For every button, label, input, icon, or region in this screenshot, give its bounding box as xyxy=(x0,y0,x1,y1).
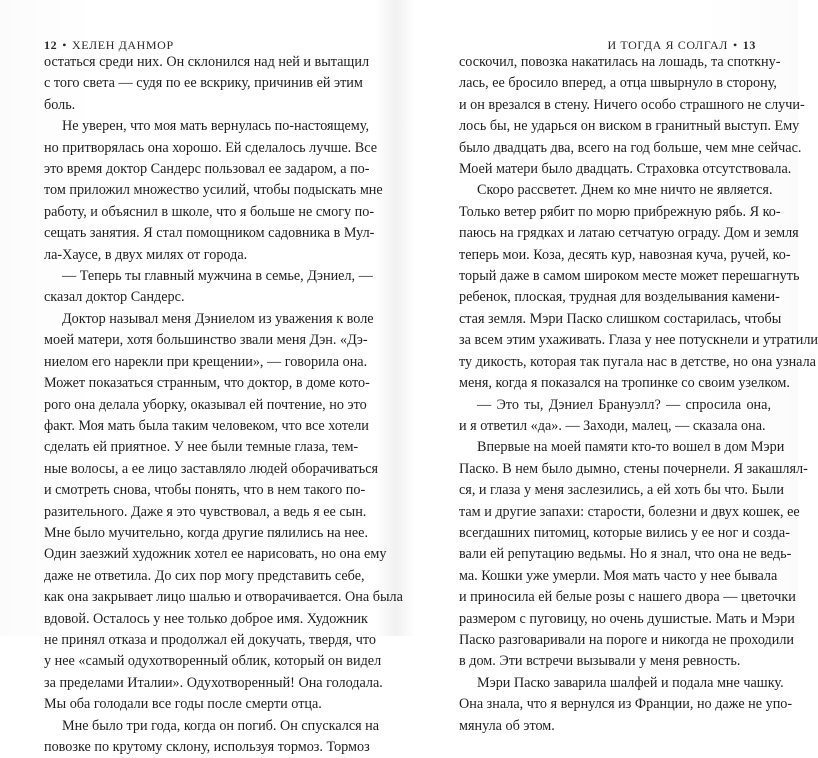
text-line: ные волосы, а ее лицо заставляло людей оборачиваться xyxy=(44,460,379,477)
text-line: вали ей репутацию ведьмы. Но я знал, что она не ведь- xyxy=(459,546,792,563)
text-line: Впервые на моей памяти кто-то вошел в дом Мэри xyxy=(477,439,785,456)
text-line: в дом. Эти встречи вызывали у меня ревность. xyxy=(459,653,741,670)
text-line: — Теперь ты главный мужчина в семье, Дэниел, — xyxy=(62,268,373,285)
text-line: теперь мои. Коза, десять кур, навозная куча, ручей, ко- xyxy=(459,246,791,263)
text-line: ребенок, плоская, трудная для возделывания камени- xyxy=(459,289,780,306)
text-line: меня, когда я показался на тропинке со своим узелком. xyxy=(459,375,790,392)
text-line: ся, и глаза у меня заслезились, а ей хоть бы что. Были xyxy=(459,482,784,499)
text-line: соскочил, повозка накатилась на лошадь, та споткну- xyxy=(459,54,781,70)
text-line: и я ответил «да». — Заходи, малец, — сказала она. xyxy=(459,417,766,434)
left-page xyxy=(0,0,403,755)
text-line: Мэри Паско заварила шалфей и подала мне чашку. xyxy=(477,674,784,691)
text-line: Она знала, что я вернулся из Франции, но даже не упо- xyxy=(459,696,793,713)
text-line: разительного. Даже я это чувствовал, а ведь я ее сын. xyxy=(44,503,367,520)
text-line: и приносила ей белые розы с нашего двора — цветочки xyxy=(459,589,796,606)
text-line: Мне было три года, когда он погиб. Он спускался на xyxy=(62,717,380,734)
text-line: было двадцать два, всего на год больше, чем мне сейчас. xyxy=(459,139,802,156)
text-line: ма. Кошки уже умерли. Моя мать часто у нее бывала xyxy=(459,567,778,584)
text-line: рого она делала уборку, оказывал ей почтение, но это xyxy=(44,396,367,413)
running-head-title: И ТОГДА Я СОЛГАЛ xyxy=(607,38,728,52)
right-page-text xyxy=(459,52,818,737)
left-page-header xyxy=(44,38,174,53)
text-line: мянула об этом. xyxy=(459,717,555,734)
text-line: это время доктор Сандерс пользовал ее задаром, а по- xyxy=(44,161,370,178)
text-line: Моей матери было двадцать. Страховка отсутствовала. xyxy=(459,161,792,178)
text-line: и смотреть снова, чтобы понять, что в нем такого по- xyxy=(44,482,366,499)
text-line: даже не ответила. До сих пор могу представить себе, xyxy=(44,567,365,584)
text-line: остаться среди них. Он склонился над ней и вытащил xyxy=(44,54,370,70)
text-line: сказал доктор Сандерс. xyxy=(44,289,185,306)
text-line: за пределами Италии». Одухотворенный! Она голодала. xyxy=(44,674,383,691)
text-line: и он врезался в стену. Ничего особо страшного не случи- xyxy=(459,96,805,113)
text-line: паюсь на грядках и латаю сетчатую ограду. Дом и земля xyxy=(459,225,799,242)
text-line: всегдашних питомиц, которые вились у ее ног и созда- xyxy=(459,524,790,541)
page-number: 13 xyxy=(742,38,756,52)
text-line: том приложил множество усилий, чтобы подыскать мне xyxy=(44,182,383,199)
text-line: факт. Моя мать была таким человеком, что все хотели xyxy=(44,417,369,434)
text-line: боль. xyxy=(44,96,76,113)
text-line: размером с пуговицу, но очень душистые. Мать и Мэри xyxy=(459,610,795,627)
text-line: там и другие запахи: старости, болезни и двух кошек, ее xyxy=(459,503,800,520)
text-line: торый даже в самом широком месте может перешагнуть xyxy=(459,268,800,285)
text-line: за всем этим ухаживать. Глаза у нее потускнели и утратили xyxy=(459,332,818,349)
text-line: Доктор называл меня Дэниелом из уважения к воле xyxy=(62,310,374,327)
text-line: — Это ты, Дэниел Брануэлл? — спросила она, xyxy=(477,396,771,413)
text-line: вдовой. Осталось у нее только доброе имя. Художник xyxy=(44,610,368,627)
text-line: работу, и объяснил в школе, что я больше не смогу по- xyxy=(44,203,375,220)
text-line: ла-Хаусе, в двух милях от города. xyxy=(44,246,248,263)
text-line: Мне было мучительно, когда другие пялились на нее. xyxy=(44,524,369,541)
text-line: но притворялась она хорошо. Ей сделалось лучше. Все xyxy=(44,139,378,156)
header-separator: • xyxy=(62,38,68,52)
running-head-author: ХЕЛЕН ДАНМОР xyxy=(72,38,174,52)
text-line: Только ветер рябит по морю прибрежную рябь. Я ко- xyxy=(459,203,781,220)
right-page xyxy=(399,0,818,734)
text-line: лось бы, не ударься он виском в гранитный выступ. Ему xyxy=(459,118,800,135)
text-line: у нее «самый одухотворенный облик, который он видел xyxy=(44,653,382,670)
header-separator: • xyxy=(732,38,738,52)
page-number: 12 xyxy=(44,38,58,52)
text-line: не принял отказа и продолжал ей докучать, твердя, что xyxy=(44,631,377,648)
text-line: ту дикость, которая так пугала нас в детстве, но она узнала xyxy=(459,353,816,370)
text-line: с того света — судя по ее вскрику, причинив ей этим xyxy=(44,75,363,92)
text-line: Один заезжий художник хотел ее нарисовать, но она ему xyxy=(44,546,387,563)
text-line: Скоро рассветет. Днем ко мне ничто не является. xyxy=(477,182,773,199)
text-line: моей матери, хотя большинство звали меня Дэн. «Дэ- xyxy=(44,332,368,349)
text-line: как она закрывает лицо шалью и отворачивается. Она была xyxy=(44,589,403,606)
left-page-text xyxy=(44,52,403,758)
text-line: ниелом его нарекли при крещении», — говорила она. xyxy=(44,353,368,370)
text-line: Может показаться странным, что доктор, в доме кото- xyxy=(44,375,370,392)
text-line: сещать занятия. Я стал помощником садовника в Мул- xyxy=(44,225,375,242)
text-line: Паско. В нем было дымно, стены почернели. Я закашлял- xyxy=(459,460,808,477)
text-line: Не уверен, что моя мать вернулась по-настоящему, xyxy=(62,118,370,135)
text-line: Мы оба голодали все годы после смерти отца. xyxy=(44,696,322,713)
text-line: Паско разговаривали на пороге и никогда не проходили xyxy=(459,631,794,648)
text-line: повозке по крутому склону, используя тормоз. Тормоз xyxy=(44,739,370,755)
text-line: лась, ее бросило вперед, а отца швырнуло в сторону, xyxy=(459,75,777,92)
right-page-header xyxy=(607,38,756,53)
text-line: сделать ей приятное. У нее были темные глаза, тем- xyxy=(44,439,359,456)
text-line: стая земля. Мэри Паско слишком состарилась, чтобы xyxy=(459,310,782,327)
